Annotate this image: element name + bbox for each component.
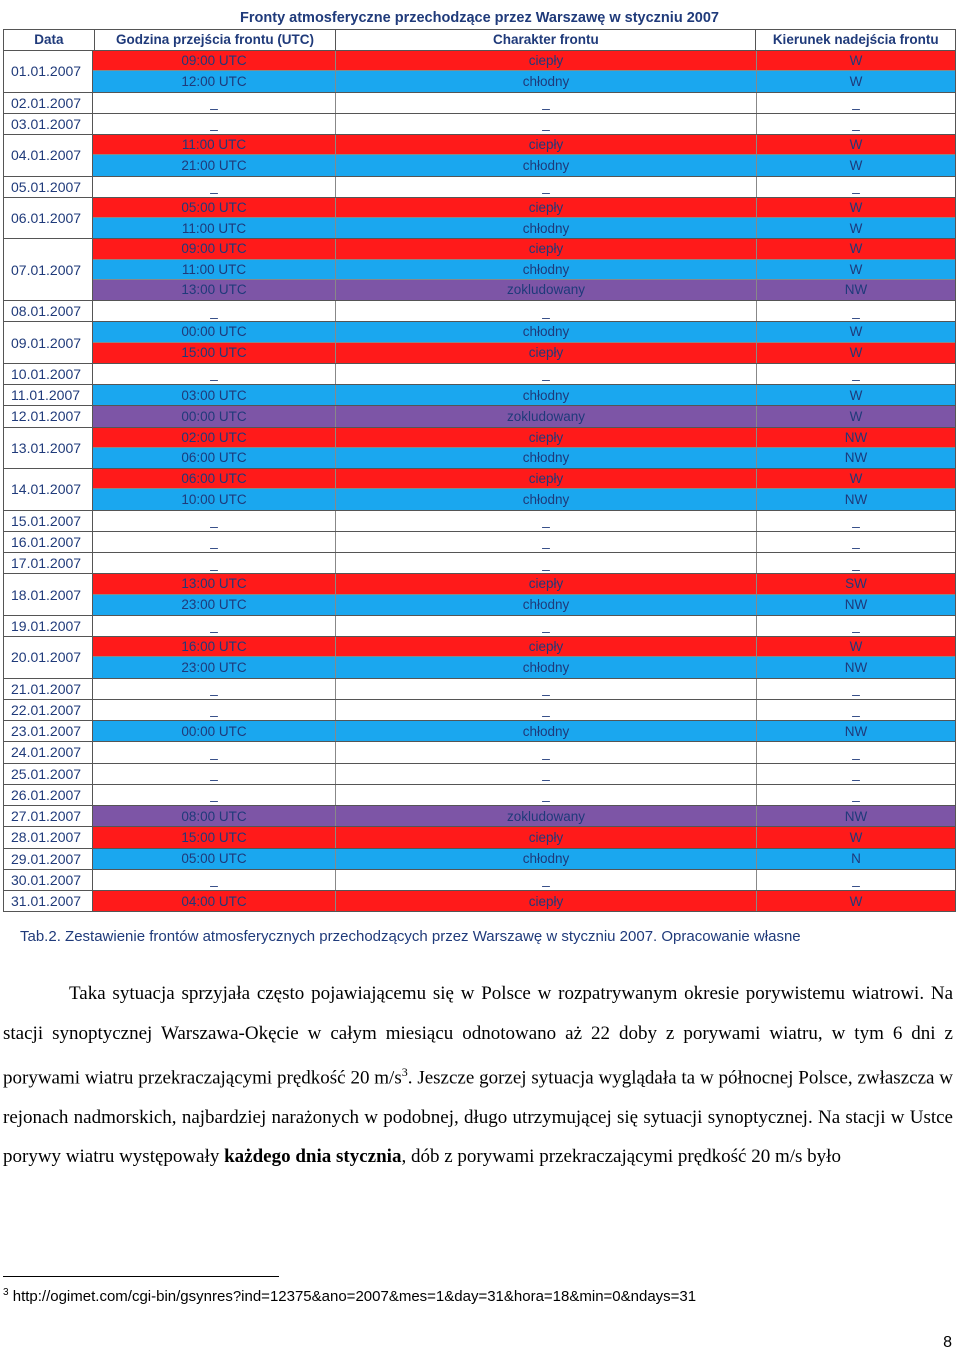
type-cell: _ (335, 93, 756, 113)
date-group (3, 322, 956, 364)
type-cell: chłodny (335, 657, 756, 677)
direction-cell: _ (756, 700, 955, 720)
table-row (93, 51, 955, 71)
type-cell: ciepły (335, 239, 756, 258)
date-cell: 28.01.2007 (4, 827, 93, 847)
body-text (3, 974, 953, 1177)
date-cell: 11.01.2007 (4, 385, 93, 405)
time-cell: 11:00 UTC (181, 137, 247, 153)
type-cell: chłodny (335, 721, 756, 741)
type-cell: _ (335, 785, 756, 805)
direction-cell: W (756, 827, 955, 847)
date-cell: 23.01.2007 (4, 721, 93, 741)
time-cell: 09:00 UTC (181, 241, 247, 257)
table-row (93, 71, 955, 91)
table-row (93, 532, 955, 552)
time-cell: 23:00 UTC (181, 597, 247, 613)
date-cell: 25.01.2007 (4, 764, 93, 784)
type-cell: _ (335, 616, 756, 636)
footnote-number: 3 (3, 1287, 9, 1298)
table-row (93, 595, 955, 615)
table-row (93, 93, 955, 113)
type-cell: chłodny (335, 155, 756, 175)
time-cell: 21:00 UTC (181, 157, 247, 173)
time-cell: _ (210, 872, 218, 888)
table-row (93, 721, 955, 741)
time-cell: 16:00 UTC (181, 639, 247, 655)
direction-cell: _ (756, 532, 955, 552)
date-cell: 14.01.2007 (4, 469, 93, 510)
paragraph-bold: każdego dnia stycznia (224, 1146, 402, 1168)
table-caption: Tab.2. Zestawienie frontów atmosferycznych przechodzących przez Warszawę w styczniu 2007. Opracowanie własne (20, 928, 801, 945)
date-cell: 18.01.2007 (4, 574, 93, 615)
time-cell: 13:00 UTC (181, 576, 247, 592)
date-group (3, 827, 956, 848)
table-row (93, 574, 955, 594)
type-cell: ciepły (335, 469, 756, 488)
table-row (93, 260, 955, 280)
date-group (3, 511, 956, 532)
type-cell: _ (335, 764, 756, 784)
time-cell: 00:00 UTC (181, 723, 247, 739)
type-cell: ciepły (335, 135, 756, 154)
date-cell: 09.01.2007 (4, 322, 93, 363)
direction-cell: W (756, 469, 955, 488)
date-group (3, 385, 956, 406)
date-group (3, 93, 956, 114)
paragraph-part-2: . Jeszcze gorzej sytuacja wyglądała ta w północnej Polsce, zwłaszcza w rejonach nadmorskich, najbardziej narażonych w podobnej, długo utrzymującej się sytuacji synoptycznej. Na stacji w Ustce porywy wiatru występowały (3, 1067, 953, 1168)
direction-cell: NW (756, 428, 955, 447)
time-cell: 06:00 UTC (181, 471, 247, 487)
table-row (93, 301, 955, 321)
time-cell: _ (210, 303, 218, 319)
type-cell: _ (335, 553, 756, 573)
type-cell: ciepły (335, 51, 756, 70)
direction-cell: W (756, 198, 955, 217)
date-cell: 30.01.2007 (4, 870, 93, 890)
direction-cell: W (756, 406, 955, 426)
date-group (3, 51, 956, 93)
direction-cell: W (756, 51, 955, 70)
direction-cell: _ (756, 301, 955, 321)
direction-cell: _ (756, 742, 955, 762)
date-cell: 13.01.2007 (4, 428, 93, 469)
type-cell: _ (335, 742, 756, 762)
direction-cell: _ (756, 870, 955, 890)
date-group (3, 574, 956, 616)
type-cell: ciepły (335, 891, 756, 911)
direction-cell: W (756, 385, 955, 405)
date-group (3, 891, 956, 912)
type-cell: zokludowany (335, 280, 756, 300)
date-group (3, 469, 956, 511)
table-row (93, 280, 955, 300)
time-cell: 12:00 UTC (181, 73, 247, 89)
time-cell: _ (210, 618, 218, 634)
time-cell: _ (210, 787, 218, 803)
date-group (3, 637, 956, 679)
time-cell: 15:00 UTC (181, 345, 247, 361)
direction-cell: _ (756, 93, 955, 113)
direction-cell: W (756, 71, 955, 91)
table-row (93, 177, 955, 197)
paragraph-part-1: Taka sytuacja sprzyjała często pojawiającemu się w Polsce w rozpatrywanym okresie porywistemu wiatrowi. Na stacji synoptycznej Warszawa-Okęcie w całym miesiącu odnotowano aż 22 doby z porywami wiatru, w tym 6 dni z porywami wiatru przekraczającymi prędkość 20 m/s (3, 983, 953, 1089)
direction-cell: W (756, 637, 955, 656)
date-cell: 08.01.2007 (4, 301, 93, 321)
date-group (3, 364, 956, 385)
type-cell: chłodny (335, 595, 756, 615)
date-group (3, 406, 956, 427)
type-cell: chłodny (335, 260, 756, 279)
table-row (93, 700, 955, 720)
direction-cell: N (756, 849, 955, 869)
table-row (93, 553, 955, 573)
type-cell: _ (335, 511, 756, 531)
time-cell: _ (210, 766, 218, 782)
footnote-ref: 3 (401, 1065, 408, 1079)
type-cell: chłodny (335, 849, 756, 869)
table-body (3, 51, 956, 912)
table-row (93, 469, 955, 489)
date-group (3, 301, 956, 322)
table-row (93, 135, 955, 155)
time-cell: 05:00 UTC (181, 851, 247, 867)
table-row (93, 616, 955, 636)
direction-cell: W (756, 135, 955, 154)
date-group (3, 764, 956, 785)
direction-cell: W (756, 155, 955, 175)
table-title: Fronty atmosferyczne przechodzące przez Warszawę w styczniu 2007 (240, 10, 719, 26)
direction-cell: NW (756, 489, 955, 509)
date-group (3, 553, 956, 574)
time-cell: 00:00 UTC (181, 408, 247, 424)
date-group (3, 198, 956, 240)
time-cell: _ (210, 95, 218, 111)
date-group (3, 135, 956, 177)
table-row (93, 891, 955, 911)
time-cell: _ (210, 366, 218, 382)
date-cell: 01.01.2007 (4, 51, 93, 92)
type-cell: _ (335, 700, 756, 720)
direction-cell: W (756, 322, 955, 341)
date-group (3, 700, 956, 721)
type-cell: _ (335, 364, 756, 384)
direction-cell: W (756, 218, 955, 238)
direction-cell: NW (756, 595, 955, 615)
type-cell: chłodny (335, 218, 756, 238)
time-cell: 00:00 UTC (181, 324, 247, 340)
table-row (93, 785, 955, 805)
date-cell: 05.01.2007 (4, 177, 93, 197)
date-group (3, 870, 956, 891)
date-cell: 06.01.2007 (4, 198, 93, 239)
header-date: Data (34, 32, 64, 47)
table-row (93, 806, 955, 826)
type-cell: _ (335, 114, 756, 134)
footnote (3, 1287, 696, 1305)
date-cell: 12.01.2007 (4, 406, 93, 426)
table-row (93, 679, 955, 699)
table-row (93, 406, 955, 426)
type-cell: chłodny (335, 71, 756, 91)
header-time: Godzina przejścia frontu (UTC) (94, 30, 336, 50)
type-cell: ciepły (335, 198, 756, 217)
direction-cell: NW (756, 806, 955, 826)
paragraph (3, 974, 953, 1177)
footnote-text: http://ogimet.com/cgi-bin/gsynres?ind=12375&ano=2007&mes=1&day=31&hora=18&min=0&ndays=31 (8, 1288, 697, 1305)
direction-cell: _ (756, 553, 955, 573)
table-row (93, 489, 955, 509)
date-cell: 19.01.2007 (4, 616, 93, 636)
date-cell: 15.01.2007 (4, 511, 93, 531)
date-group (3, 721, 956, 742)
date-cell: 17.01.2007 (4, 553, 93, 573)
type-cell: ciepły (335, 637, 756, 656)
direction-cell: SW (756, 574, 955, 593)
direction-cell: _ (756, 616, 955, 636)
direction-cell: W (756, 891, 955, 911)
type-cell: ciepły (335, 428, 756, 447)
time-cell: _ (210, 513, 218, 529)
direction-cell: _ (756, 679, 955, 699)
direction-cell: _ (756, 177, 955, 197)
date-group (3, 428, 956, 470)
fronts-table (3, 7, 956, 912)
time-cell: 09:00 UTC (181, 53, 247, 69)
time-cell: 03:00 UTC (181, 387, 247, 403)
time-cell: 15:00 UTC (181, 829, 247, 845)
type-cell: _ (335, 679, 756, 699)
date-group (3, 239, 956, 301)
table-row (93, 870, 955, 890)
footnote-divider (3, 1276, 279, 1277)
date-cell: 10.01.2007 (4, 364, 93, 384)
time-cell: 11:00 UTC (181, 220, 247, 236)
type-cell: chłodny (335, 385, 756, 405)
direction-cell: _ (756, 114, 955, 134)
date-cell: 26.01.2007 (4, 785, 93, 805)
date-cell: 24.01.2007 (4, 742, 93, 762)
type-cell: _ (335, 177, 756, 197)
type-cell: zokludowany (335, 806, 756, 826)
type-cell: ciepły (335, 574, 756, 593)
direction-cell: NW (756, 280, 955, 300)
date-cell: 02.01.2007 (4, 93, 93, 113)
time-cell: _ (210, 116, 218, 132)
direction-cell: _ (756, 785, 955, 805)
table-row (93, 114, 955, 134)
table-row (93, 511, 955, 531)
date-cell: 21.01.2007 (4, 679, 93, 699)
date-cell: 20.01.2007 (4, 637, 93, 678)
date-group (3, 742, 956, 763)
date-group (3, 679, 956, 700)
time-cell: _ (210, 702, 218, 718)
table-row (93, 364, 955, 384)
table-row (93, 448, 955, 468)
time-cell: 04:00 UTC (181, 893, 247, 909)
time-cell: 11:00 UTC (181, 261, 247, 277)
type-cell: zokludowany (335, 406, 756, 426)
table-row (93, 849, 955, 869)
table-row (93, 343, 955, 363)
time-cell: _ (210, 534, 218, 550)
direction-cell: NW (756, 657, 955, 677)
direction-cell: _ (756, 364, 955, 384)
date-group (3, 785, 956, 806)
table-row (93, 657, 955, 677)
date-cell: 07.01.2007 (4, 239, 93, 300)
table-row (93, 239, 955, 259)
type-cell: ciepły (335, 343, 756, 363)
type-cell: chłodny (335, 322, 756, 341)
direction-cell: W (756, 260, 955, 279)
time-cell: 10:00 UTC (181, 491, 247, 507)
date-group (3, 616, 956, 637)
date-cell: 16.01.2007 (4, 532, 93, 552)
time-cell: 06:00 UTC (181, 450, 247, 466)
direction-cell: NW (756, 721, 955, 741)
table-row (93, 428, 955, 448)
table-row (93, 764, 955, 784)
date-cell: 29.01.2007 (4, 849, 93, 869)
direction-cell: W (756, 239, 955, 258)
type-cell: ciepły (335, 827, 756, 847)
type-cell: _ (335, 870, 756, 890)
table-row (93, 385, 955, 405)
date-cell: 31.01.2007 (4, 891, 93, 911)
table-row (93, 218, 955, 238)
time-cell: _ (210, 744, 218, 760)
time-cell: 08:00 UTC (181, 808, 247, 824)
table-row (93, 198, 955, 218)
direction-cell: W (756, 343, 955, 363)
table-row (93, 742, 955, 762)
date-group (3, 849, 956, 870)
table-row (93, 827, 955, 847)
header-type: Charakter frontu (335, 30, 755, 50)
type-cell: _ (335, 301, 756, 321)
table-row (93, 322, 955, 342)
time-cell: _ (210, 681, 218, 697)
table-row (93, 155, 955, 175)
direction-cell: _ (756, 764, 955, 784)
type-cell: _ (335, 532, 756, 552)
page-number: 8 (943, 1334, 952, 1351)
type-cell: chłodny (335, 448, 756, 468)
date-cell: 03.01.2007 (4, 114, 93, 134)
time-cell: _ (210, 179, 218, 195)
date-group (3, 177, 956, 198)
direction-cell: NW (756, 448, 955, 468)
date-group (3, 114, 956, 135)
time-cell: 05:00 UTC (181, 199, 247, 215)
table-row (93, 637, 955, 657)
type-cell: chłodny (335, 489, 756, 509)
date-cell: 22.01.2007 (4, 700, 93, 720)
date-cell: 27.01.2007 (4, 806, 93, 826)
time-cell: 13:00 UTC (181, 282, 247, 298)
time-cell: _ (210, 555, 218, 571)
direction-cell: _ (756, 511, 955, 531)
header-direction: Kierunek nadejścia frontu (755, 30, 955, 50)
paragraph-part-3: , dób z porywami przekraczającymi prędkość 20 m/s było (401, 1146, 841, 1168)
date-group (3, 806, 956, 827)
time-cell: 02:00 UTC (181, 429, 247, 445)
time-cell: 23:00 UTC (181, 659, 247, 675)
date-cell: 04.01.2007 (4, 135, 93, 176)
table-header-row (3, 29, 956, 51)
date-group (3, 532, 956, 553)
